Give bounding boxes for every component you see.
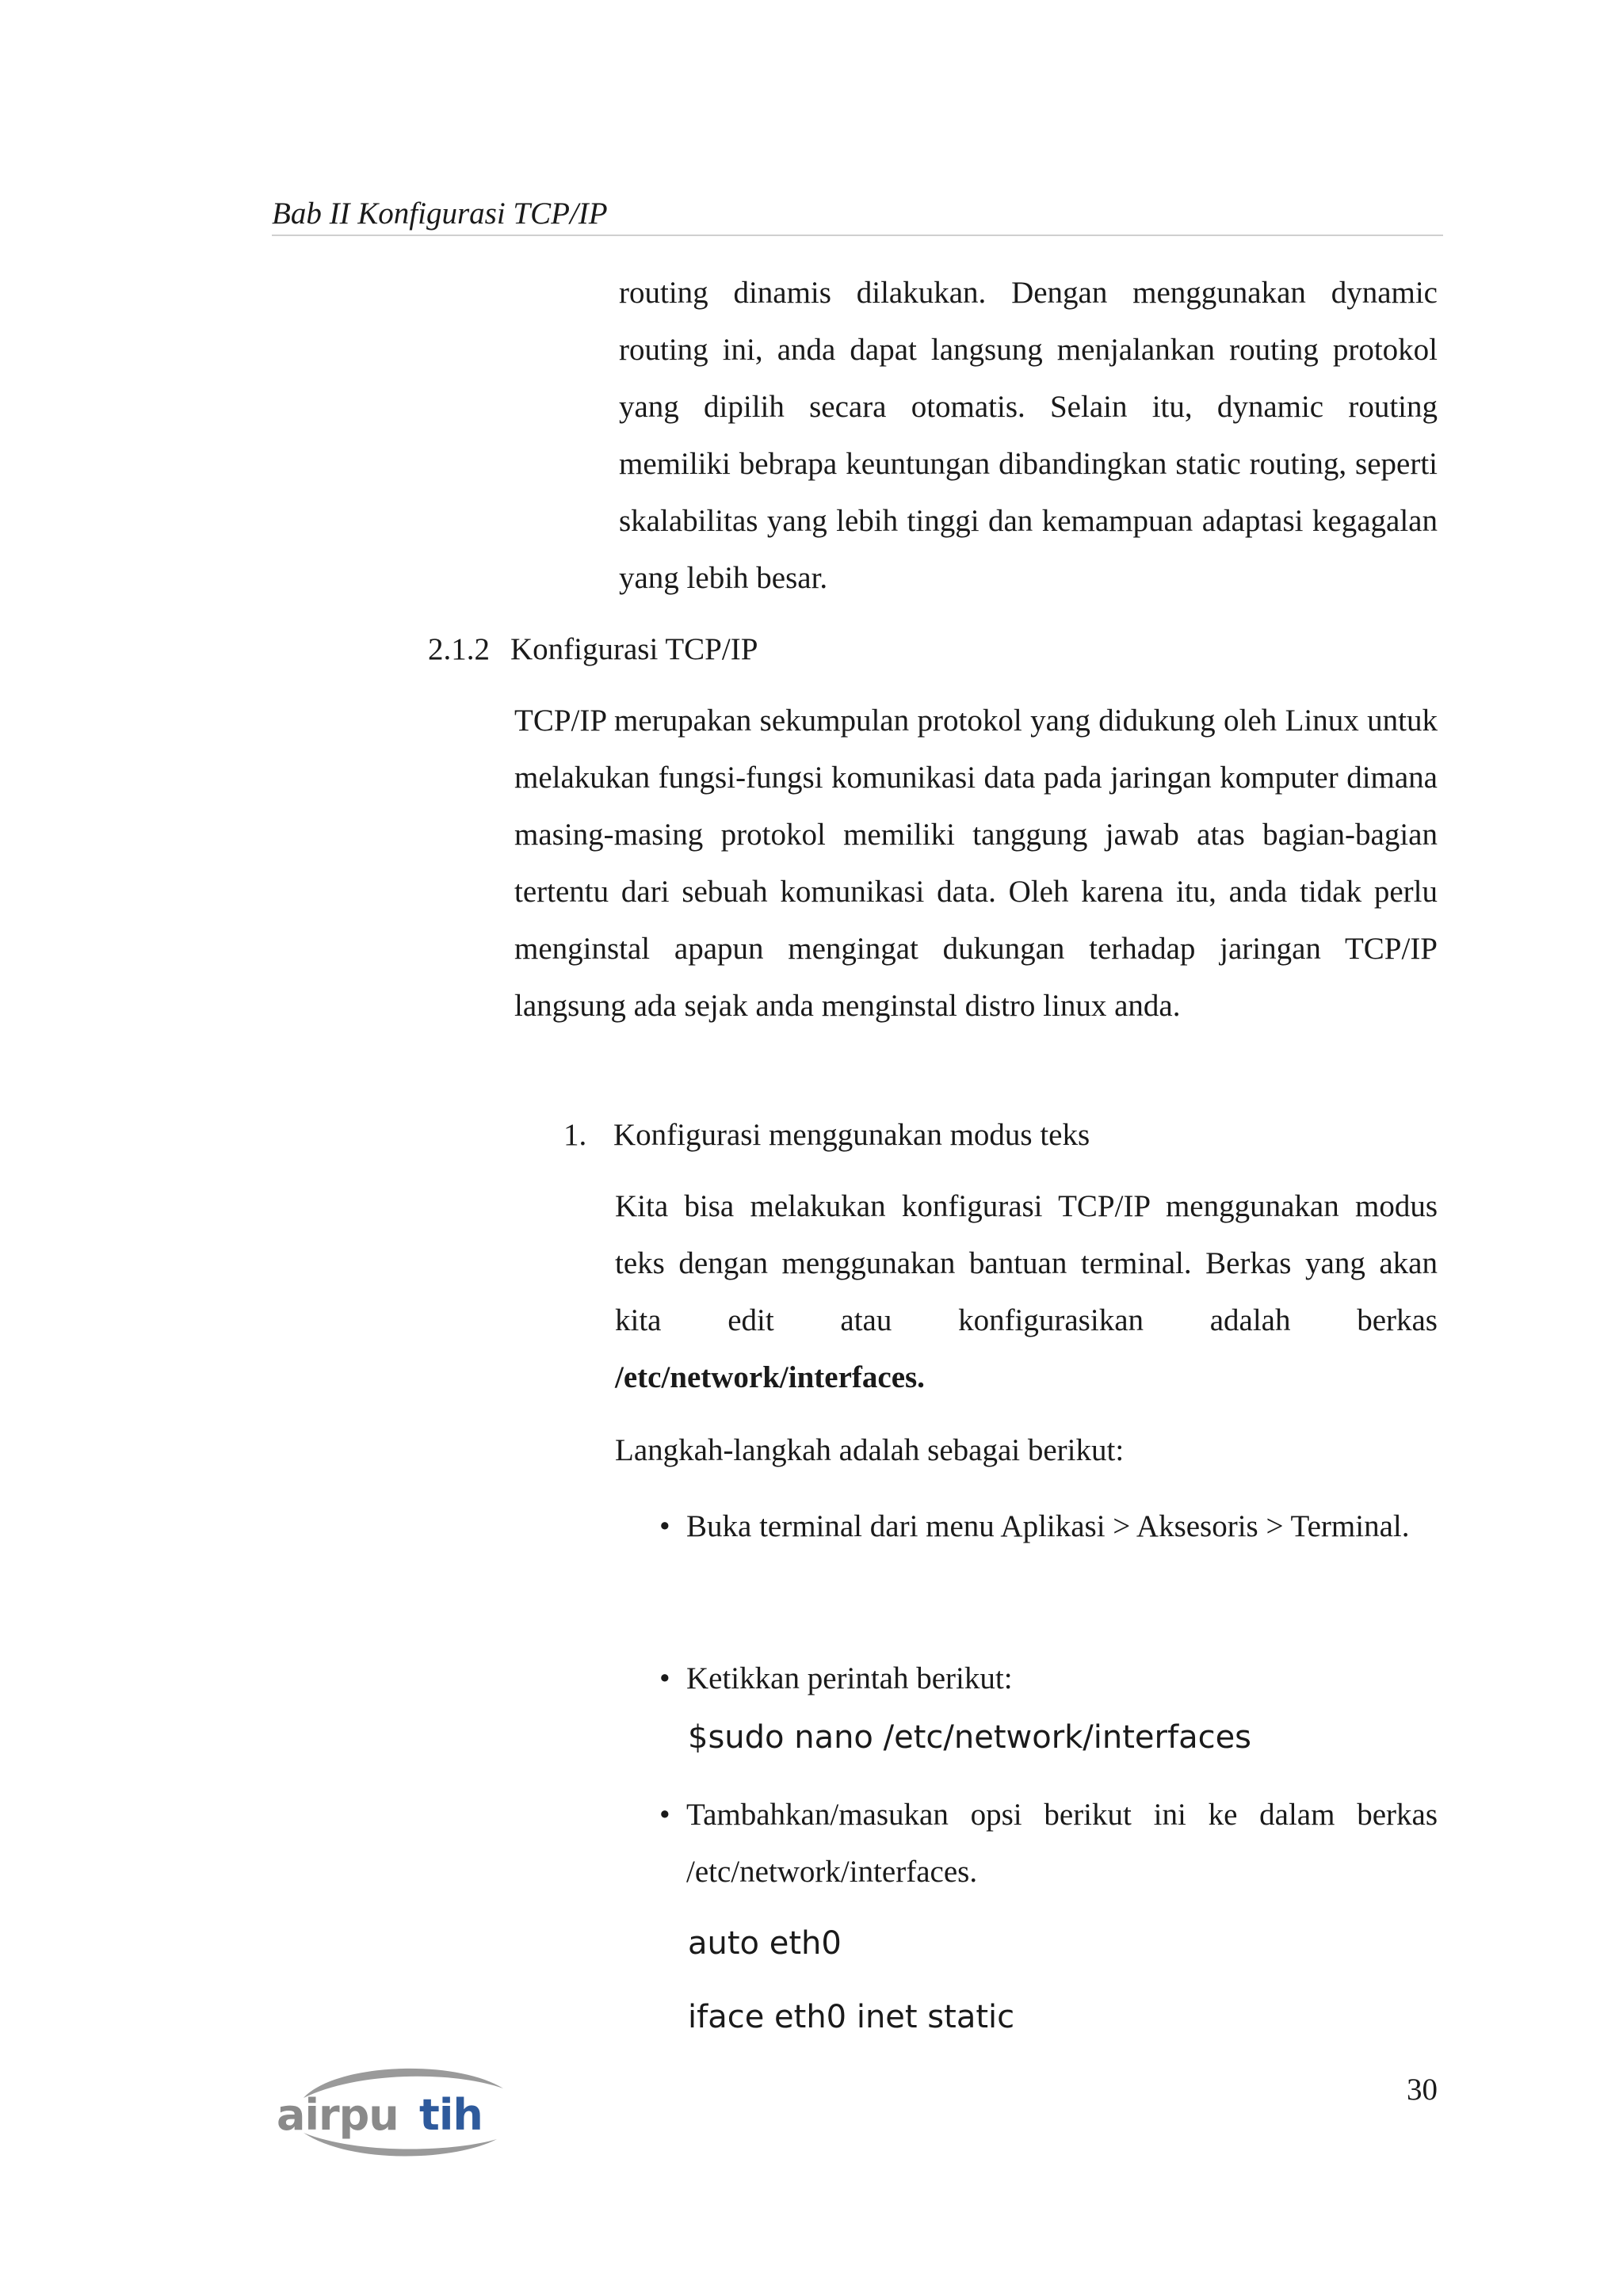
file-path-bold: /etc/network/interfaces. [615,1360,925,1394]
bullet-text: Ketikkan perintah berikut: [686,1661,1013,1695]
bullet-icon: • [659,1798,670,1832]
bullet-item [659,1498,1438,1555]
bullet-text: Tambahkan/masukan opsi berikut ini ke dalam berkas /etc/network/interfaces. [686,1798,1438,1889]
page-number: 30 [1407,2073,1438,2107]
bullet-item [659,1650,1438,1707]
logo-wordmark: airpu [277,2090,399,2140]
list-number: 1. [563,1118,587,1152]
header-title: Bab II Konfigurasi TCP/IP [272,196,608,231]
code-line: $sudo nano /etc/network/interfaces [688,1719,1252,1756]
bullet-icon: • [659,1661,670,1695]
paragraph-text-mode [615,1178,1438,1406]
paragraph-tcpip-intro: TCP/IP merupakan sekumpulan protokol yang didukung oleh Linux untuk melakukan fungsi-fungsi komunikasi data pada jaringan komputer dimana masing-masing protokol memiliki tanggung jawab atas bagian-bagian tertentu dari sebuah komunikasi data. Oleh karena itu, anda tidak perlu menginstal apapun mengingat dukungan terhadap jaringan TCP/IP langsung ada sejak anda menginstal distro linux anda. [514,704,1438,1023]
numbered-item [563,1107,1090,1164]
code-line: iface eth0 inet static [688,1999,1015,2035]
paragraph-steps-intro: Langkah-langkah adalah sebagai berikut: [615,1433,1125,1467]
section-heading [428,621,758,678]
bullet-icon: • [659,1509,670,1543]
code-line: auto eth0 [688,1925,842,1962]
running-header [272,195,1443,236]
paragraph-text: Kita bisa melakukan konfigurasi TCP/IP menggunakan modus teks dengan menggunakan bantuan terminal. Berkas yang akan kita edit atau konfigurasikan adalah berkas [615,1189,1438,1337]
logo-wordmark-accent: tih [419,2090,483,2140]
list-title: Konfigurasi menggunakan modus teks [613,1118,1090,1152]
bullet-item [659,1787,1438,1901]
bullet-text: Buka terminal dari menu Aplikasi > Aksesoris > Terminal. [686,1509,1410,1543]
paragraph-dynamic-routing: routing dinamis dilakukan. Dengan menggunakan dynamic routing ini, anda dapat langsung menjalankan routing protokol yang dipilih secara otomatis. Selain itu, dynamic routing memiliki bebrapa keuntungan dibandingkan static routing, seperti skalabilitas yang lebih tinggi dan kemampuan adaptasi kegagalan yang lebih besar. [619,276,1438,595]
section-number: 2.1.2 [428,632,490,666]
section-title: Konfigurasi TCP/IP [510,632,758,666]
airputih-logo-icon [272,2057,516,2164]
